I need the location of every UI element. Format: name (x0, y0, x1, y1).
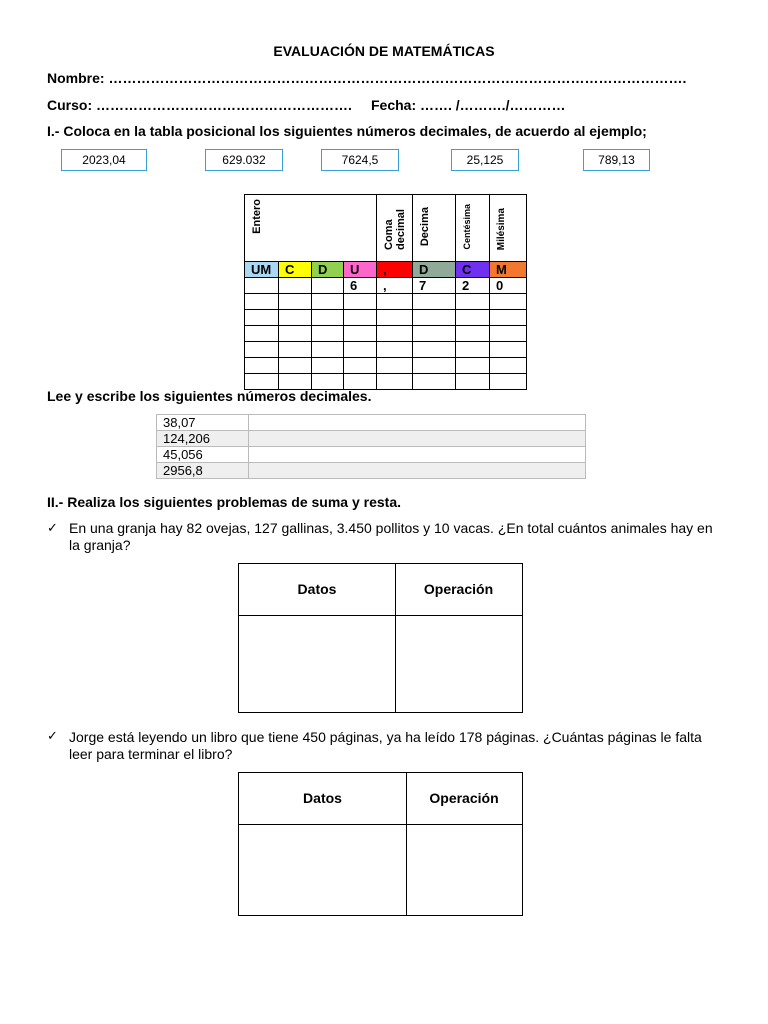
problem-2-text: Jorge está leyendo un libro que tiene 450 páginas, ya ha leído 178 páginas. ¿Cuántas páginas le falta leer para terminar el libro? (69, 729, 702, 762)
empty-cell[interactable] (377, 294, 413, 310)
header-centesima-label: Centésima (462, 204, 472, 250)
header-centesima (456, 195, 490, 262)
nombre-line: Nombre: ……………………………………………………………………………………………………………. (47, 70, 687, 86)
empty-row (245, 294, 527, 310)
empty-cell[interactable] (245, 294, 279, 310)
empty-cell[interactable] (377, 374, 413, 390)
empty-cell[interactable] (279, 358, 312, 374)
fecha-line: Fecha: ……. /………./………… (371, 97, 566, 113)
number-box-1: 2023,04 (61, 149, 147, 171)
example-cell (312, 278, 344, 294)
header-entero (245, 195, 377, 262)
empty-cell[interactable] (344, 310, 377, 326)
answer-cell[interactable] (249, 415, 586, 431)
decimal-number: 2956,8 (157, 463, 249, 479)
number-box-5: 789,13 (583, 149, 650, 171)
empty-cell[interactable] (456, 374, 490, 390)
place-decima: D (413, 262, 456, 278)
empty-cell[interactable] (377, 326, 413, 342)
place-value-table (244, 194, 527, 390)
empty-cell[interactable] (344, 326, 377, 342)
header-coma-label: Coma decimal (383, 209, 407, 250)
header-milesima (490, 195, 527, 262)
empty-cell[interactable] (344, 342, 377, 358)
empty-cell[interactable] (456, 326, 490, 342)
empty-row (245, 358, 527, 374)
place-c: C (279, 262, 312, 278)
header-entero-label: Entero (251, 199, 263, 234)
empty-row (245, 342, 527, 358)
place-centesima: C (456, 262, 490, 278)
empty-cell[interactable] (413, 342, 456, 358)
empty-cell[interactable] (490, 294, 527, 310)
example-cell (279, 278, 312, 294)
empty-cell[interactable] (413, 374, 456, 390)
page-title: EVALUACIÓN DE MATEMÁTICAS (273, 43, 495, 59)
problem-1-text: En una granja hay 82 ovejas, 127 gallinas, 3.450 pollitos y 10 vacas. ¿En total cuántos animales hay en la granja? (69, 520, 713, 553)
empty-cell[interactable] (245, 342, 279, 358)
decimal-number: 45,056 (157, 447, 249, 463)
empty-row (245, 326, 527, 342)
empty-cell[interactable] (490, 374, 527, 390)
datos-label: Datos (297, 581, 337, 597)
example-cell: 0 (490, 278, 527, 294)
empty-cell[interactable] (413, 326, 456, 342)
datos-label: Datos (303, 790, 342, 806)
empty-cell[interactable] (312, 310, 344, 326)
empty-cell[interactable] (279, 326, 312, 342)
check-icon: ✓ (47, 520, 58, 535)
empty-cell[interactable] (413, 310, 456, 326)
empty-cell[interactable] (456, 310, 490, 326)
empty-cell[interactable] (456, 358, 490, 374)
empty-cell[interactable] (312, 358, 344, 374)
number-box-4: 25,125 (451, 149, 519, 171)
empty-cell[interactable] (312, 342, 344, 358)
number-box-2: 629.032 (205, 149, 283, 171)
empty-cell[interactable] (490, 326, 527, 342)
header-coma (377, 195, 413, 262)
answer-cell[interactable] (249, 463, 586, 479)
header-decima-label: Decima (419, 206, 431, 246)
answer-cell[interactable] (249, 447, 586, 463)
empty-row (245, 310, 527, 326)
empty-cell[interactable] (377, 342, 413, 358)
example-cell: 2 (456, 278, 490, 294)
empty-cell[interactable] (377, 310, 413, 326)
empty-cell[interactable] (279, 342, 312, 358)
empty-cell[interactable] (344, 358, 377, 374)
place-milesima: M (490, 262, 527, 278)
place-d: D (312, 262, 344, 278)
empty-cell[interactable] (245, 310, 279, 326)
empty-cell[interactable] (245, 358, 279, 374)
place-comma: , (377, 262, 413, 278)
empty-cell[interactable] (490, 342, 527, 358)
decimal-number: 124,206 (157, 431, 249, 447)
empty-cell[interactable] (456, 342, 490, 358)
operacion-label: Operación (429, 790, 499, 806)
header-decima (413, 195, 456, 262)
operacion-label: Operación (423, 581, 494, 597)
empty-cell[interactable] (377, 358, 413, 374)
empty-cell[interactable] (312, 294, 344, 310)
header-milesima-label: Milésima (496, 207, 507, 250)
empty-cell[interactable] (279, 310, 312, 326)
curso-line: Curso: ………………………………………………. (47, 97, 352, 113)
empty-cell[interactable] (456, 294, 490, 310)
empty-cell[interactable] (312, 326, 344, 342)
empty-cell[interactable] (245, 326, 279, 342)
number-box-3: 7624,5 (321, 149, 399, 171)
example-cell (245, 278, 279, 294)
empty-cell[interactable] (413, 358, 456, 374)
place-u: U (344, 262, 377, 278)
check-icon: ✓ (47, 728, 58, 743)
section-2-heading: II.- Realiza los siguientes problemas de suma y resta. (47, 494, 402, 510)
section-1-heading: I.- Coloca en la tabla posicional los siguientes números decimales, de acuerdo al ejemplo; (47, 123, 647, 139)
decimal-number: 38,07 (157, 415, 249, 431)
example-cell: , (377, 278, 413, 294)
example-cell: 7 (413, 278, 456, 294)
example-cell: 6 (344, 278, 377, 294)
empty-cell[interactable] (279, 294, 312, 310)
empty-cell[interactable] (490, 358, 527, 374)
read-write-table (156, 414, 586, 479)
empty-cell[interactable] (413, 294, 456, 310)
empty-cell[interactable] (490, 310, 527, 326)
problem-1-answer-box (238, 563, 523, 713)
problem-2-answer-box (238, 772, 523, 916)
answer-cell[interactable] (249, 431, 586, 447)
section-lee-heading: Lee y escribe los siguientes números decimales. (47, 388, 372, 404)
place-um: UM (245, 262, 279, 278)
empty-cell[interactable] (344, 294, 377, 310)
